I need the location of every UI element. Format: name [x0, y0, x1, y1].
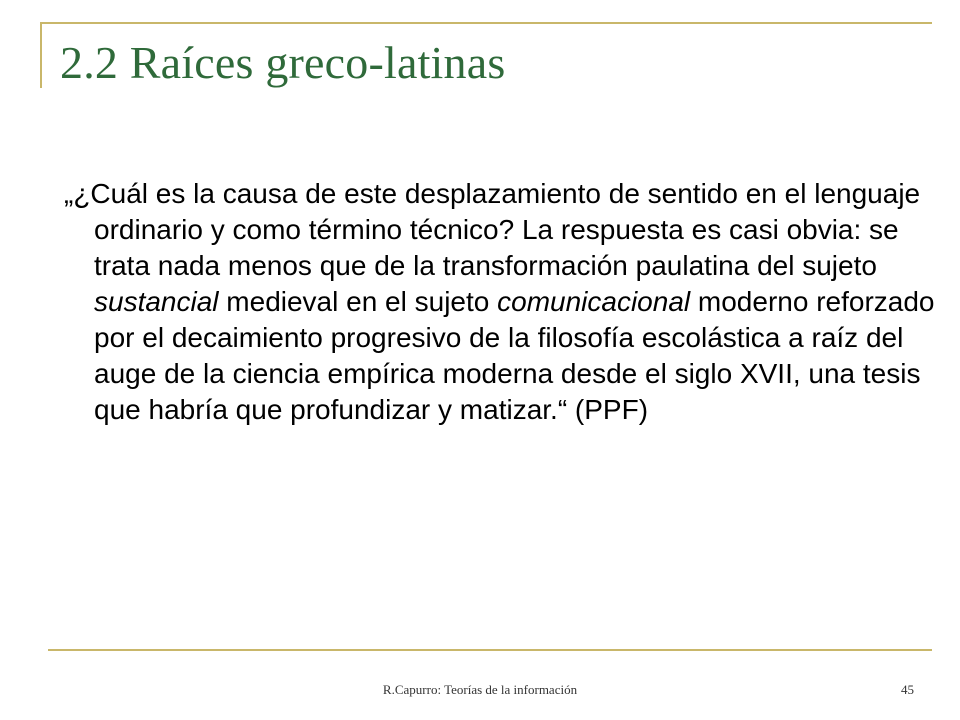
- quote-text-part-3: moderno reforzado por el decaimiento progresivo de la filosofía escolástica a raíz del auge de la ciencia empírica moderna desde el siglo XVII, una tesis que habría que profundizar y matizar.“ (PPF): [94, 286, 935, 425]
- footer-author: R.Capurro: Teorías de la información: [382, 682, 578, 697]
- top-decorative-rule: [40, 22, 932, 24]
- left-decorative-rule: [40, 22, 42, 88]
- page-number: 45: [901, 682, 914, 697]
- quote-italic-comunicacional: comunicacional: [497, 286, 691, 317]
- quote-paragraph: [64, 176, 940, 428]
- footer-divider: [48, 649, 932, 651]
- quote-text-part-2: medieval en el sujeto: [218, 286, 498, 317]
- quote-italic-sustancial: sustancial: [94, 286, 219, 317]
- quote-text-part-1: „¿Cuál es la causa de este desplazamiento de sentido en el lenguaje ordinario y como término técnico? La respuesta es casi obvia: se trata nada menos que de la transformación paulatina del sujeto: [64, 178, 921, 281]
- slide-title: 2.2 Raíces greco-latinas: [60, 37, 506, 88]
